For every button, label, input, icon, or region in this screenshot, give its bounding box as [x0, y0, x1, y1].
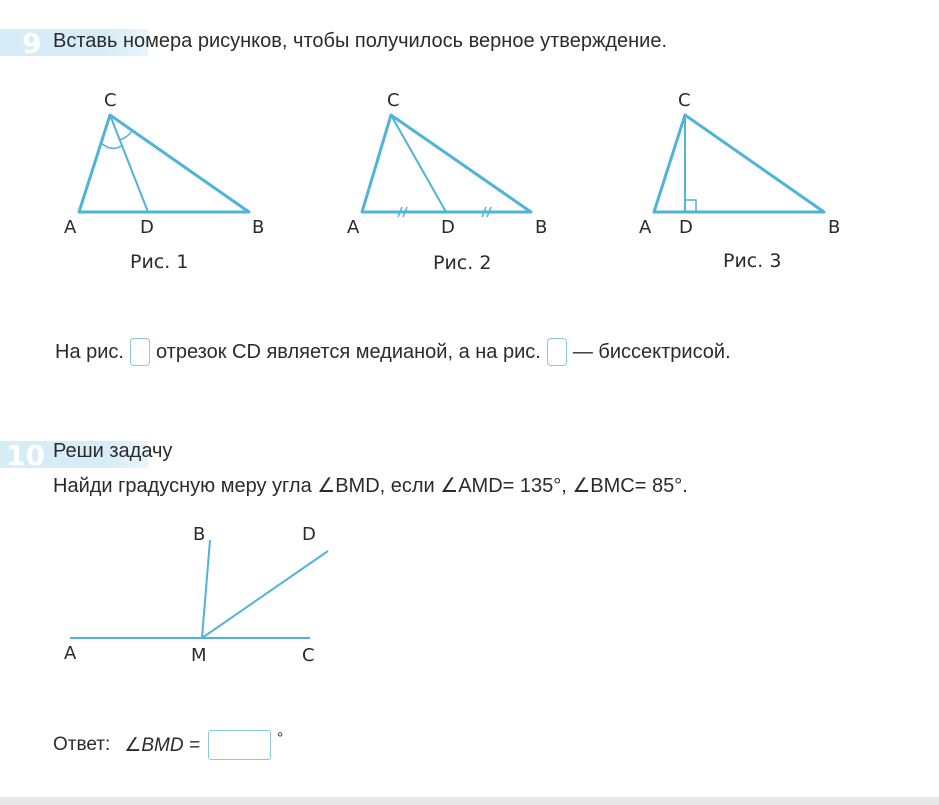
fig2-label-d: D	[441, 217, 455, 238]
ray-mb	[202, 540, 210, 638]
fig2-label-c: C	[387, 90, 400, 111]
median-figure-input[interactable]	[130, 338, 150, 366]
degree-symbol: °	[276, 730, 284, 747]
fig2-label-a: A	[347, 217, 360, 238]
figure-2	[362, 115, 531, 217]
fig1-label-c: C	[104, 90, 117, 111]
fig3-triangle	[654, 115, 824, 212]
fig3-caption: Рис. 3	[723, 250, 782, 272]
task-9-number: 9	[22, 27, 42, 60]
fig1-angle-arc-2	[119, 131, 132, 140]
sentence-part-3: — биссектрисой.	[572, 340, 731, 363]
figure-3	[654, 115, 824, 212]
fig1-caption: Рис. 1	[130, 251, 189, 273]
fig2-triangle	[362, 115, 531, 212]
bisector-figure-input[interactable]	[547, 338, 567, 366]
answer-row	[53, 730, 283, 760]
task-10-title: Реши задачу	[53, 440, 173, 462]
bottom-bar	[0, 797, 939, 805]
fig3-label-b: B	[828, 217, 841, 238]
task-10-text: Найди градусную меру угла ∠BMD, если ∠AMD= 135°, ∠BMC= 85°.	[53, 475, 688, 497]
fig1-label-b: B	[252, 217, 265, 238]
fig3-label-d: D	[679, 217, 693, 238]
sentence-part-1: На рис.	[55, 340, 124, 363]
figure-1	[79, 115, 249, 212]
answer-label: Ответ:	[53, 734, 111, 755]
t10-label-b: B	[193, 524, 206, 545]
answer-input[interactable]	[208, 730, 271, 760]
t10-label-a: A	[64, 643, 77, 664]
fig3-label-a: A	[639, 217, 652, 238]
fig3-label-c: C	[678, 90, 691, 111]
fig1-label-a: A	[64, 217, 77, 238]
fig2-segment-cd	[391, 115, 446, 212]
fig1-label-d: D	[140, 217, 154, 238]
t10-label-c: C	[302, 645, 315, 666]
task-10-number: 10	[6, 439, 45, 472]
task-9-title: Вставь номера рисунков, чтобы получилось верное утверждение.	[53, 30, 668, 52]
answer-expression: ∠BMD =	[124, 734, 200, 756]
ray-md	[202, 551, 328, 638]
sentence-part-2: отрезок CD является медианой, а на рис.	[155, 340, 541, 363]
fig2-label-b: B	[535, 217, 548, 238]
t10-label-d: D	[302, 524, 316, 545]
task-10-figure	[70, 540, 328, 638]
fig3-right-angle	[685, 200, 696, 212]
fig1-angle-arc-1	[101, 143, 121, 148]
fig2-caption: Рис. 2	[433, 252, 492, 274]
t10-label-m: M	[191, 645, 207, 666]
fig1-triangle	[79, 115, 249, 212]
task-9-sentence	[55, 338, 731, 366]
